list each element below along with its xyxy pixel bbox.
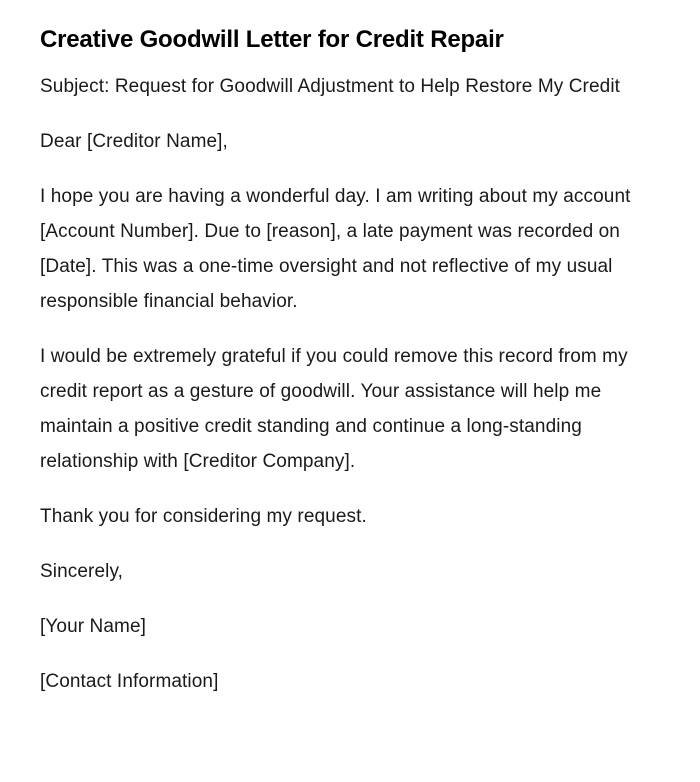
subject-line: Subject: Request for Goodwill Adjustment to Help Restore My Credit bbox=[40, 76, 621, 97]
body-paragraph-1: I hope you are having a wonderful day. I am writing about my account [Account Number]. Due to [reason], a late payment was recorded on [Date]. This was a one-time oversight and not reflective of my usual responsible financial behavior. bbox=[40, 186, 631, 312]
closing: Sincerely, bbox=[40, 561, 124, 582]
sender-name: [Your Name] bbox=[40, 616, 147, 637]
letter-document bbox=[40, 22, 646, 719]
body-paragraph-2: I would be extremely grateful if you could remove this record from my credit report as a gesture of goodwill. Your assistance will help me maintain a positive credit standing and continue a long-standing relationship with [Creditor Company]. bbox=[40, 346, 628, 472]
contact-information: [Contact Information] bbox=[40, 671, 219, 692]
letter-title: Creative Goodwill Letter for Credit Repair bbox=[40, 26, 504, 53]
salutation: Dear [Creditor Name], bbox=[40, 131, 228, 152]
thanks-line: Thank you for considering my request. bbox=[40, 506, 367, 527]
